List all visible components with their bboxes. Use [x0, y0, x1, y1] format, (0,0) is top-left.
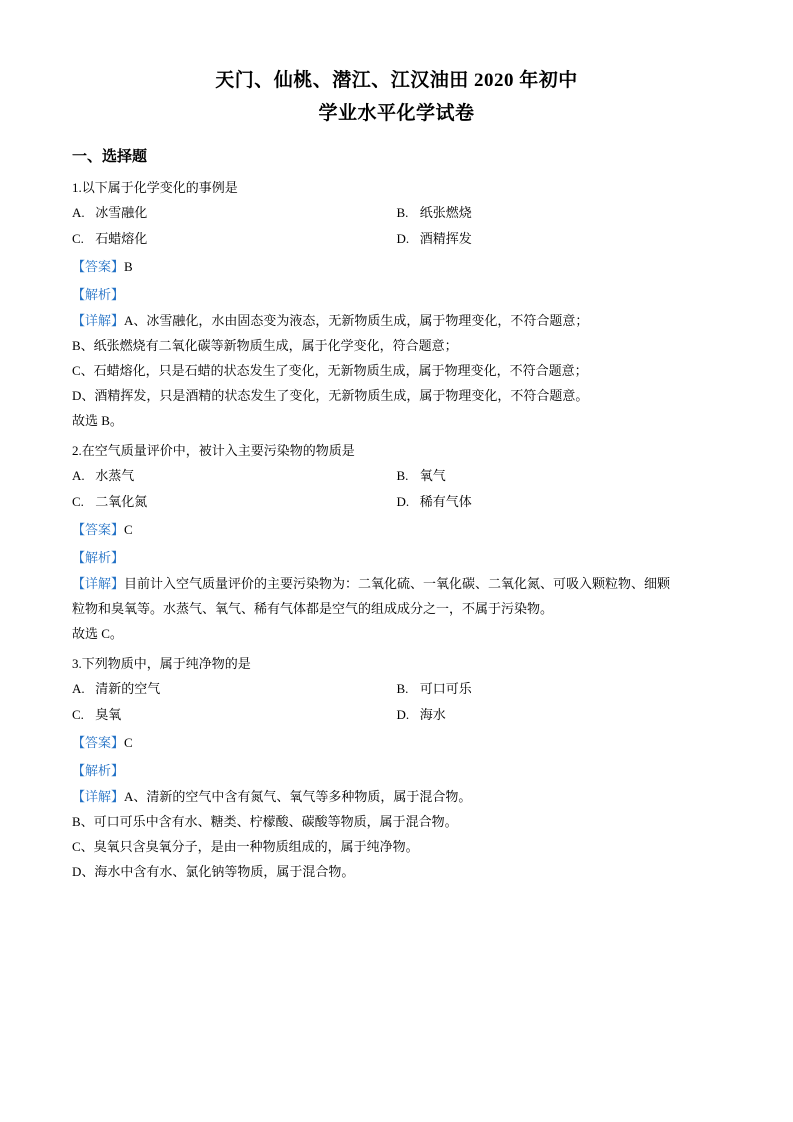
option-c — [72, 226, 397, 252]
document-title — [72, 64, 721, 130]
option-text: 石蜡熔化 — [95, 231, 148, 246]
option-text: 二氧化氮 — [95, 494, 148, 509]
section-heading: 一、选择题 — [72, 149, 148, 165]
detail-paragraph: 粒物和臭氧等。水蒸气、氧气、稀有气体都是空气的组成成分之一，不属于污染物。 — [72, 601, 554, 616]
option-text: 冰雪融化 — [95, 205, 148, 220]
option-b — [397, 463, 722, 489]
detail-text: A、清新的空气中含有氮气、氧气等多种物质，属于混合物。 — [124, 789, 472, 804]
analysis-line — [72, 758, 721, 784]
detail-paragraph: C、臭氧只含臭氧分子，是由一种物质组成的，属于纯净物。 — [72, 839, 419, 854]
option-text: 海水 — [419, 707, 446, 722]
option-text: 可口可乐 — [419, 681, 472, 696]
detail-label: 【详解】 — [72, 576, 125, 591]
detail-paragraph — [72, 571, 721, 596]
detail-paragraph: B、纸张燃烧有二氧化碳等新物质生成，属于化学变化，符合题意； — [72, 338, 458, 353]
option-text: 酒精挥发 — [419, 231, 472, 246]
option-d — [397, 489, 722, 515]
option-b — [397, 676, 722, 702]
answer-line — [72, 730, 721, 756]
option-text: 氧气 — [419, 468, 446, 483]
option-label: A. — [72, 681, 85, 696]
detail-paragraph — [72, 308, 721, 333]
question-stem: 2.在空气质量评价中，被计入主要污染物的物质是 — [72, 443, 355, 458]
option-c — [72, 702, 397, 728]
title-line-2: 学业水平化学试卷 — [318, 103, 475, 124]
analysis-line — [72, 282, 721, 308]
analysis-label: 【解析】 — [72, 763, 125, 778]
detail-text: A、冰雪融化，水由固态变为液态，无新物质生成，属于物理变化，不符合题意； — [124, 313, 589, 328]
question-options — [72, 200, 721, 252]
option-label: C. — [72, 231, 84, 246]
option-a — [72, 200, 397, 226]
option-text: 水蒸气 — [95, 468, 135, 483]
question-stem: 3.下列物质中，属于纯净物的是 — [72, 656, 251, 671]
option-label: D. — [396, 494, 410, 509]
answer-line — [72, 517, 721, 543]
option-a — [72, 463, 397, 489]
analysis-line — [72, 545, 721, 571]
detail-label: 【详解】 — [72, 313, 125, 328]
option-text: 纸张燃烧 — [419, 205, 472, 220]
option-label: D. — [396, 231, 410, 246]
question-block — [72, 176, 721, 433]
question-block — [72, 652, 721, 884]
question-options — [72, 463, 721, 515]
analysis-label: 【解析】 — [72, 287, 125, 302]
option-d — [397, 702, 722, 728]
option-label: C. — [72, 707, 84, 722]
answer-label: 【答案】 — [72, 259, 125, 274]
detail-paragraph: 故选 B。 — [72, 413, 123, 428]
option-b — [397, 200, 722, 226]
detail-paragraph: B、可口可乐中含有水、糖类、柠檬酸、碳酸等物质，属于混合物。 — [72, 814, 458, 829]
detail-paragraph: C、石蜡熔化，只是石蜡的状态发生了变化，无新物质生成，属于物理变化，不符合题意； — [72, 363, 588, 378]
detail-text: 目前计入空气质量评价的主要污染物为：二氧化硫、一氧化碳、二氧化氮、可吸入颗粒物、细颗 — [124, 576, 671, 591]
option-label: D. — [396, 707, 410, 722]
question-block — [72, 439, 721, 646]
question-stem: 1.以下属于化学变化的事例是 — [72, 180, 238, 195]
detail-label: 【详解】 — [72, 789, 125, 804]
option-label: B. — [396, 681, 409, 696]
detail-paragraph: 故选 C。 — [72, 626, 123, 641]
option-label: C. — [72, 494, 84, 509]
option-a — [72, 676, 397, 702]
answer-label: 【答案】 — [72, 735, 125, 750]
option-text: 清新的空气 — [95, 681, 161, 696]
answer-value: B — [124, 259, 133, 274]
answer-line — [72, 254, 721, 280]
option-label: A. — [72, 468, 85, 483]
answer-value: C — [124, 735, 133, 750]
question-options — [72, 676, 721, 728]
detail-paragraph — [72, 784, 721, 809]
option-d — [397, 226, 722, 252]
title-line-1: 天门、仙桃、潜江、江汉油田 2020 年初中 — [215, 70, 578, 91]
option-label: B. — [396, 468, 409, 483]
option-label: B. — [396, 205, 409, 220]
answer-value: C — [124, 522, 133, 537]
answer-label: 【答案】 — [72, 522, 125, 537]
analysis-label: 【解析】 — [72, 550, 125, 565]
detail-paragraph: D、酒精挥发，只是酒精的状态发生了变化，无新物质生成，属于物理变化，不符合题意。 — [72, 388, 589, 403]
option-label: A. — [72, 205, 85, 220]
option-text: 臭氧 — [95, 707, 122, 722]
option-c — [72, 489, 397, 515]
option-text: 稀有气体 — [419, 494, 472, 509]
detail-paragraph: D、海水中含有水、氯化钠等物质，属于混合物。 — [72, 864, 355, 879]
